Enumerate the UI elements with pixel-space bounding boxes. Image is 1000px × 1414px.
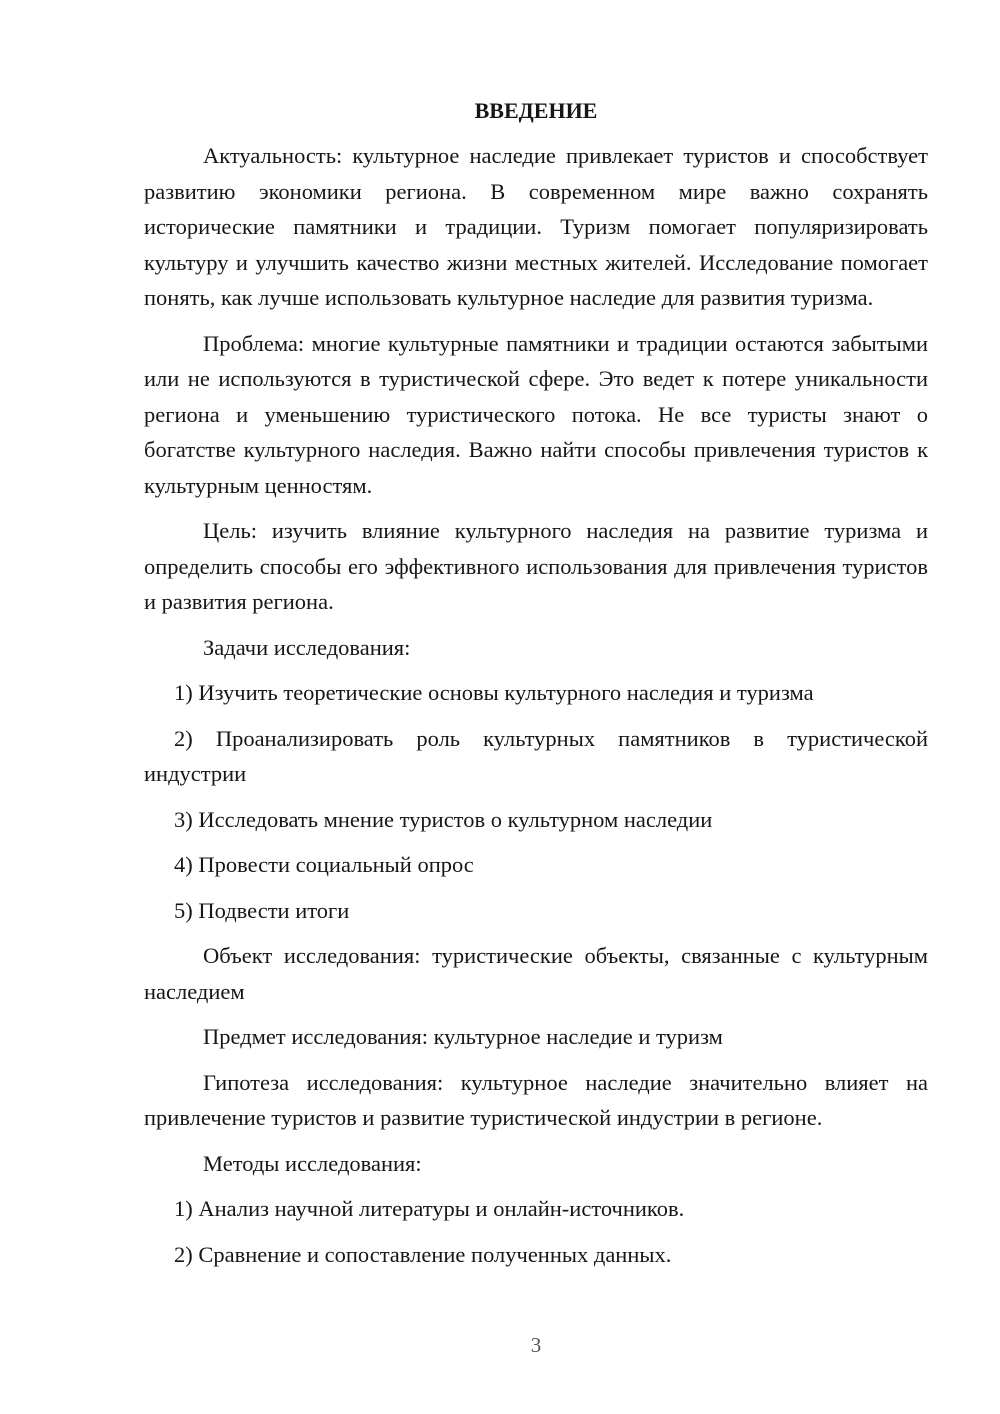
- page-number: 3: [530, 1333, 542, 1357]
- method-item: 1) Анализ научной литературы и онлайн-источников.: [174, 1196, 685, 1221]
- task-item: 2) Проанализировать роль культурных памятников в туристической индустрии: [144, 725, 928, 786]
- task-item: 3) Исследовать мнение туристов о культурном наследии: [174, 806, 713, 832]
- task-item: 5) Подвести итоги: [174, 897, 350, 923]
- section-title: ВВЕДЕНИЕ: [474, 98, 598, 123]
- tasks-heading: Задачи исследования:: [203, 634, 411, 660]
- paragraph-hypothesis: Гипотеза исследования: культурное наследие значительно влияет на привлечение туристов и развитие туристической индустрии в регионе.: [144, 1069, 928, 1130]
- method-item: 2) Сравнение и сопоставление полученных данных.: [174, 1241, 672, 1267]
- task-item: 1) Изучить теоретические основы культурного наследия и туризма: [174, 680, 814, 705]
- paragraph-relevance: Актуальность: культурное наследие привлекает туристов и способствует развитию экономики региона. В современном мире важно сохранять исторические памятники и традиции. Туризм помогает популяризировать культуру и улучшить качество жизни местных жителей. Исследование помогает понять, как лучше использовать культурное наследие для развития туризма.: [144, 143, 928, 310]
- document-page: [144, 96, 928, 1282]
- methods-heading: Методы исследования:: [203, 1150, 422, 1176]
- paragraph-problem: Проблема: многие культурные памятники и традиции остаются забытыми или не используются в туристической сфере. Это ведет к потере уникальности региона и уменьшению туристического потока. Не все туристы знают о богатстве культурного наследия. Важно найти способы привлечения туристов к культурным ценностям.: [144, 330, 928, 498]
- paragraph-object: Объект исследования: туристические объекты, связанные с культурным наследием: [144, 943, 928, 1004]
- paragraph-subject: Предмет исследования: культурное наследие и туризм: [203, 1024, 723, 1049]
- paragraph-goal: Цель: изучить влияние культурного наследия на развитие туризма и определить способы его эффективного использования для привлечения туристов и развития региона.: [144, 518, 928, 614]
- task-item: 4) Провести социальный опрос: [174, 852, 474, 877]
